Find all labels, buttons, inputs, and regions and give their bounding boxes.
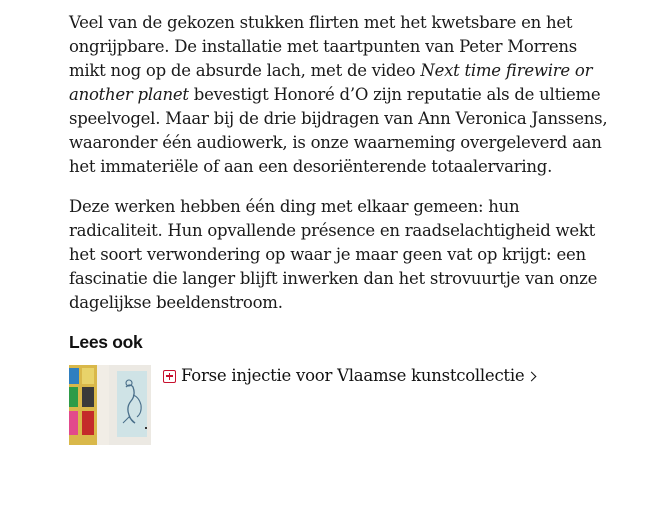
article-paragraph: [69, 11, 609, 179]
read-also-section: [69, 331, 629, 445]
article-body: [69, 11, 609, 331]
video-title: Next time firewire or another planet: [69, 61, 593, 104]
plus-icon: [163, 370, 176, 383]
article-paragraph: Deze werken hebben één ding met elkaar gemeen: hun radicaliteit. Hun opvallende présence en raadselachtigheid wekt het soort verwondering op waar je maar geen vat op krijgt: een fascinatie die langer blijft inwerken dan het strovuurtje van onze dagelijkse beeldenstroom.: [69, 197, 598, 312]
related-article-card[interactable]: [69, 365, 629, 445]
paragraph-text: bevestigt Honoré d’O zijn reputatie als de ultieme speelvogel. Maar bij de drie bijdragen van Ann Veronica Janssens, waaronder één audiowerk, is onze waarneming overgeleverd aan het immateriële of aan een desoriënterende totaalervaring.: [69, 85, 608, 176]
chevron-right-icon: [527, 372, 537, 382]
related-article-thumbnail[interactable]: [69, 365, 151, 445]
read-also-heading: Lees ook: [69, 332, 143, 352]
artwork-thumbnail-image: [69, 365, 151, 445]
related-article-title: Forse injectie voor Vlaamse kunstcollectie: [181, 366, 525, 385]
paragraph-text: Veel van de gekozen stukken flirten met het kwetsbare en het ongrijpbare. De installatie met taartpunten van Peter Morrens mikt nog op de absurde lach, met de video: [69, 13, 577, 80]
related-article-link[interactable]: [163, 365, 535, 387]
